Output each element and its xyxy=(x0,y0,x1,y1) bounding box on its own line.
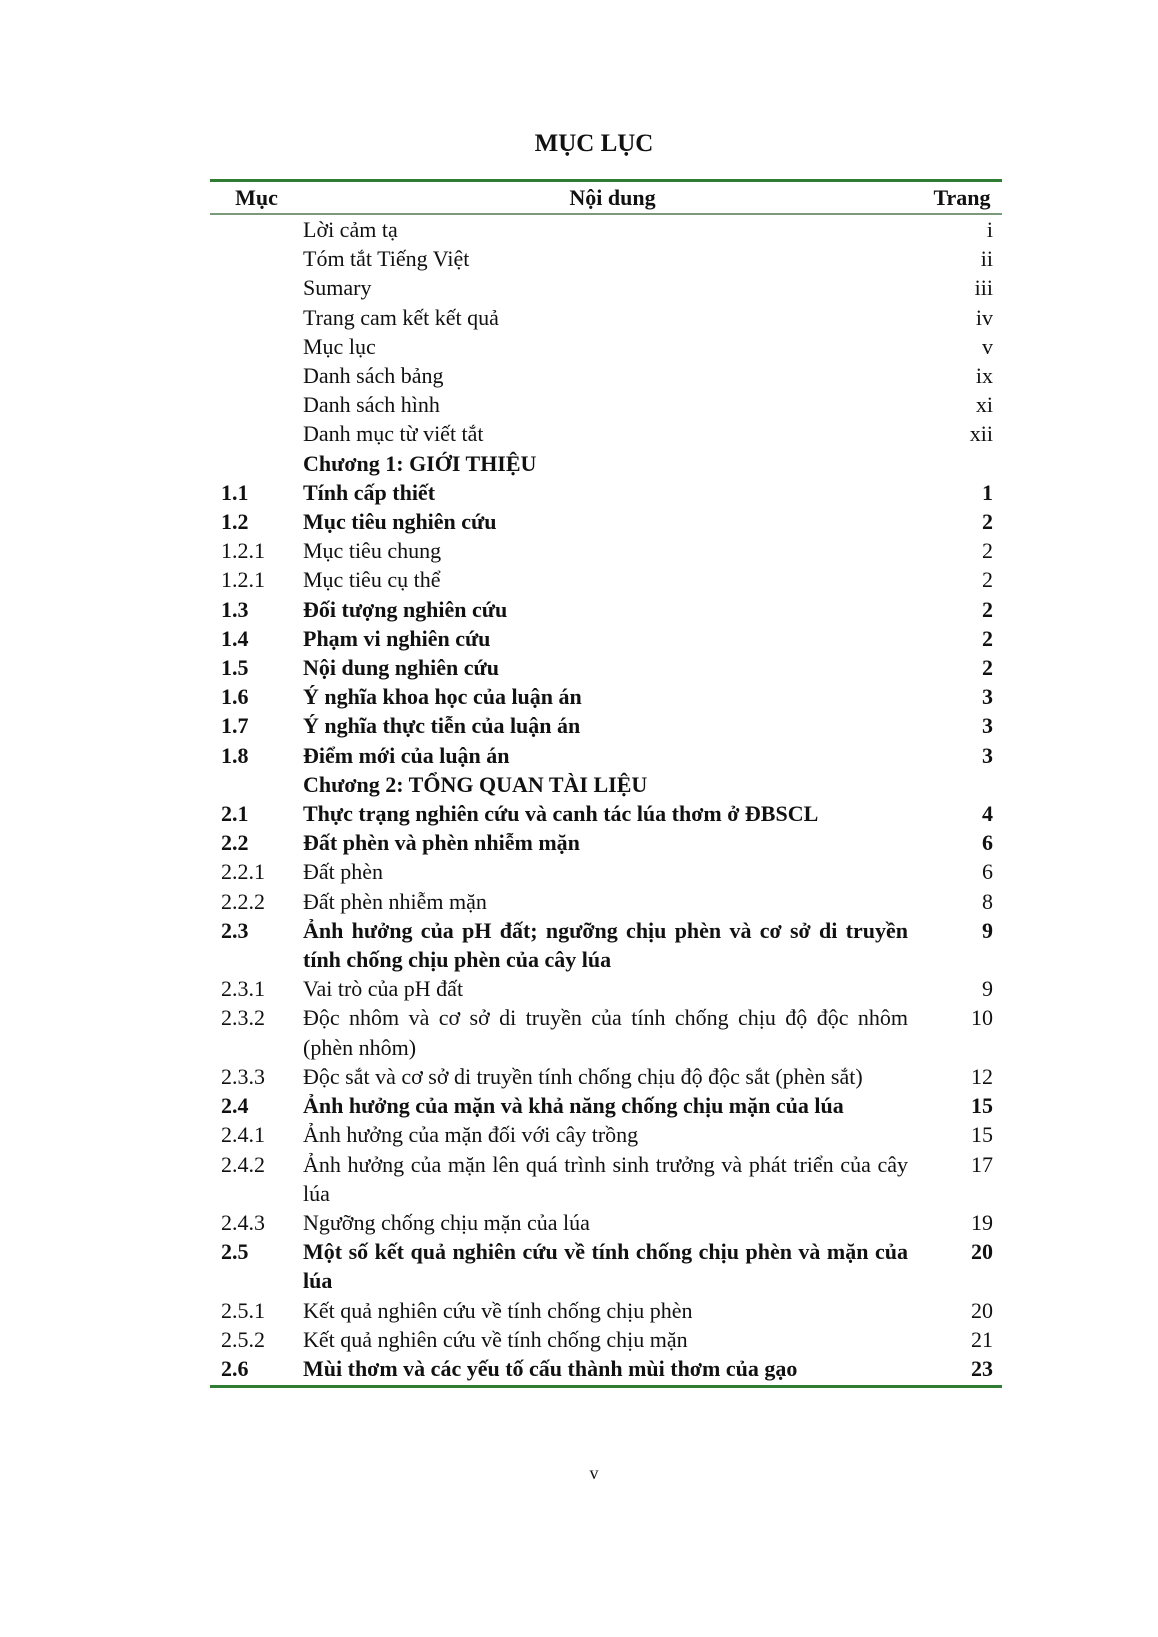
section-number xyxy=(210,303,303,332)
entry-title: Kết quả nghiên cứu về tính chống chịu phèn xyxy=(303,1297,693,1323)
entry-page: 10 xyxy=(971,1005,993,1031)
entry-page: 19 xyxy=(971,1209,993,1235)
section-number: 2.4.3 xyxy=(221,1209,265,1235)
header-page: Trang xyxy=(933,184,991,210)
toc-table xyxy=(210,179,1002,1388)
section-number: 1.3 xyxy=(221,596,249,622)
entry-title: Kết quả nghiên cứu về tính chống chịu mặn xyxy=(303,1326,688,1352)
entry-page: i xyxy=(986,217,993,242)
entry-page: 9 xyxy=(982,976,993,1002)
section-number: 1.5 xyxy=(221,655,249,681)
section-number: 1.2 xyxy=(221,509,249,535)
section-number xyxy=(210,770,303,799)
entry-page: iv xyxy=(975,304,993,330)
entry-title: Danh mục từ viết tắt xyxy=(303,421,484,447)
toc-entry[interactable] xyxy=(210,1150,1002,1208)
toc-entry[interactable] xyxy=(210,916,1002,974)
section-number: 2.3 xyxy=(221,917,249,943)
entry-title: Một số kết quả nghiên cứu về tính chống chịu phèn và mặn của lúa xyxy=(303,1239,908,1294)
section-number: 1.7 xyxy=(221,713,249,739)
entry-title: Mục tiêu nghiên cứu xyxy=(303,509,497,535)
section-number: 2.5.1 xyxy=(221,1297,265,1323)
entry-page: xi xyxy=(975,392,993,418)
entry-page: 9 xyxy=(982,917,993,943)
entry-page: 3 xyxy=(982,742,993,768)
section-number: 1.1 xyxy=(221,479,249,505)
toc-entry[interactable] xyxy=(210,974,1002,1003)
entry-title: Đất phèn xyxy=(303,859,384,885)
section-number: 1.6 xyxy=(221,684,249,710)
entry-page: 12 xyxy=(971,1063,993,1089)
toc-entry[interactable] xyxy=(210,390,1002,419)
section-number: 2.5.2 xyxy=(221,1326,265,1352)
entry-page: 2 xyxy=(982,655,993,681)
section-number: 2.4.2 xyxy=(221,1151,265,1177)
section-number xyxy=(210,332,303,361)
entry-title: Độc nhôm và cơ sở di truyền của tính chống chịu độ độc nhôm (phèn nhôm) xyxy=(303,1005,908,1060)
section-number: 2.4.1 xyxy=(221,1122,265,1148)
entry-page: 23 xyxy=(971,1355,993,1381)
section-number: 1.4 xyxy=(221,625,249,651)
entry-title: Tóm tắt Tiếng Việt xyxy=(303,246,470,272)
entry-title: Ngưỡng chống chịu mặn của lúa xyxy=(303,1209,590,1235)
entry-page: 2 xyxy=(982,538,993,564)
entry-page: v xyxy=(982,333,993,359)
toc-entry[interactable] xyxy=(210,1062,1002,1091)
entry-title: Mục tiêu cụ thể xyxy=(303,567,441,593)
entry-title: Ảnh hưởng của mặn lên quá trình sinh trưởng và phát triển của cây lúa xyxy=(303,1151,908,1206)
entry-title: Ảnh hưởng của mặn và khả năng chống chịu mặn của lúa xyxy=(303,1093,844,1119)
entry-page: 20 xyxy=(971,1239,993,1265)
section-number: 2.4 xyxy=(221,1093,249,1119)
toc-entry[interactable] xyxy=(210,1208,1002,1237)
section-number: 2.2.2 xyxy=(221,888,265,914)
entry-title: Đất phèn và phèn nhiễm mặn xyxy=(303,830,580,856)
entry-title: Lời cảm tạ xyxy=(303,217,398,242)
entry-page: 4 xyxy=(982,801,993,827)
toc-entry[interactable] xyxy=(210,741,1002,770)
section-number: 1.2.1 xyxy=(221,567,265,593)
entry-title: Ý nghĩa thực tiễn của luận án xyxy=(303,713,581,739)
entry-title: Ảnh hưởng của pH đất; ngưỡng chịu phèn và cơ sở di truyền tính chống chịu phèn của cây lúa xyxy=(303,917,908,973)
section-number: 2.3.3 xyxy=(221,1063,265,1089)
toc-entry[interactable] xyxy=(210,711,1002,740)
toc-entry[interactable] xyxy=(210,828,1002,857)
entry-page: 21 xyxy=(971,1326,993,1352)
header-content: Nội dung xyxy=(569,184,656,210)
table-bottom-rule xyxy=(210,1385,1002,1388)
entry-title: Sumary xyxy=(303,275,372,301)
section-number: 1.2.1 xyxy=(221,538,265,564)
entry-title: Ảnh hưởng của mặn đối với cây trồng xyxy=(303,1122,639,1148)
section-number: 2.2.1 xyxy=(221,859,265,885)
toc-entry[interactable] xyxy=(210,507,1002,536)
entry-title: Mục lục xyxy=(303,333,376,359)
toc-entry[interactable] xyxy=(210,653,1002,682)
toc-entry[interactable] xyxy=(210,303,1002,332)
header-section: Mục xyxy=(235,184,278,210)
toc-entry[interactable] xyxy=(210,857,1002,886)
entry-title: Thực trạng nghiên cứu và canh tác lúa thơm ở ĐBSCL xyxy=(303,801,819,827)
entry-page: 2 xyxy=(982,625,993,651)
toc-entry[interactable] xyxy=(210,1354,1002,1383)
toc-entry[interactable] xyxy=(210,536,1002,565)
toc-entry[interactable] xyxy=(210,1237,1002,1295)
toc-entry[interactable] xyxy=(210,595,1002,624)
section-number: 1.8 xyxy=(221,742,249,768)
toc-entry[interactable] xyxy=(210,1296,1002,1325)
toc-entry[interactable] xyxy=(210,419,1002,448)
toc-entry[interactable] xyxy=(210,332,1002,361)
toc-entry[interactable] xyxy=(210,478,1002,507)
entry-page: 20 xyxy=(971,1297,993,1323)
entry-title: Danh sách bảng xyxy=(303,363,444,389)
entry-page: 3 xyxy=(982,713,993,739)
section-number: 2.3.1 xyxy=(221,976,265,1002)
section-number: 2.5 xyxy=(221,1239,249,1265)
section-number: 2.6 xyxy=(221,1355,249,1381)
entry-title: Ý nghĩa khoa học của luận án xyxy=(303,684,582,710)
section-number: 2.2 xyxy=(221,830,249,856)
toc-entry[interactable] xyxy=(210,273,1002,302)
entry-title: Đất phèn nhiễm mặn xyxy=(303,888,487,914)
entry-page: xii xyxy=(969,421,993,447)
entry-title: Trang cam kết kết quả xyxy=(303,304,499,330)
toc-entry[interactable] xyxy=(210,244,1002,273)
entry-page: 2 xyxy=(982,596,993,622)
toc-entry[interactable] xyxy=(210,1091,1002,1120)
entry-page xyxy=(908,449,1002,478)
entry-title: Vai trò của pH đất xyxy=(303,976,464,1002)
entry-title: Điểm mới của luận án xyxy=(303,742,510,768)
entry-title: Đối tượng nghiên cứu xyxy=(303,596,508,622)
toc-entry[interactable] xyxy=(210,1120,1002,1149)
entry-page: 6 xyxy=(982,859,993,885)
toc-entry[interactable] xyxy=(210,1003,1002,1061)
section-number xyxy=(210,449,303,478)
toc-entry[interactable] xyxy=(210,361,1002,390)
page-number: v xyxy=(589,1463,599,1483)
entry-page: ii xyxy=(980,246,993,272)
entry-page: 1 xyxy=(982,479,993,505)
entry-page: 3 xyxy=(982,684,993,710)
entry-title: Mùi thơm và các yếu tố cấu thành mùi thơm của gạo xyxy=(303,1355,798,1381)
toc-entry[interactable] xyxy=(210,215,1002,244)
section-number xyxy=(210,361,303,390)
section-number xyxy=(210,215,303,244)
entry-title: Nội dung nghiên cứu xyxy=(303,655,499,681)
section-number: 2.1 xyxy=(221,801,249,827)
toc-entry[interactable] xyxy=(210,682,1002,711)
entry-title: Độc sắt và cơ sở di truyền tính chống chịu độ độc sắt (phèn sắt) xyxy=(303,1063,863,1089)
section-number: 2.3.2 xyxy=(221,1005,265,1031)
section-number xyxy=(210,419,303,448)
entry-page: 15 xyxy=(971,1093,993,1119)
toc-entry[interactable] xyxy=(210,887,1002,916)
toc-rows xyxy=(210,215,1002,1383)
entry-page xyxy=(908,770,1002,799)
entry-page: iii xyxy=(974,275,993,301)
entry-title: Tính cấp thiết xyxy=(303,479,436,505)
entry-page: 8 xyxy=(982,888,993,914)
entry-page: 2 xyxy=(982,567,993,593)
entry-title: Chương 2: TỔNG QUAN TÀI LIỆU xyxy=(303,771,648,797)
toc-entry[interactable] xyxy=(210,449,1002,478)
section-number xyxy=(210,390,303,419)
entry-title: Chương 1: GIỚI THIỆU xyxy=(303,450,537,476)
toc-entry[interactable] xyxy=(210,799,1002,828)
entry-page: 2 xyxy=(982,509,993,535)
entry-page: ix xyxy=(975,363,993,389)
toc-entry[interactable] xyxy=(210,770,1002,799)
toc-entry[interactable] xyxy=(210,565,1002,594)
entry-title: Phạm vi nghiên cứu xyxy=(303,625,491,651)
toc-entry[interactable] xyxy=(210,1325,1002,1354)
entry-page: 6 xyxy=(982,830,993,856)
toc-entry[interactable] xyxy=(210,624,1002,653)
entry-title: Danh sách hình xyxy=(303,392,440,418)
entry-page: 17 xyxy=(971,1151,993,1177)
table-header xyxy=(210,182,1002,213)
entry-title: Mục tiêu chung xyxy=(303,538,442,564)
section-number xyxy=(210,273,303,302)
page-title: MỤC LỤC xyxy=(534,130,654,157)
section-number xyxy=(210,244,303,273)
entry-page: 15 xyxy=(971,1122,993,1148)
